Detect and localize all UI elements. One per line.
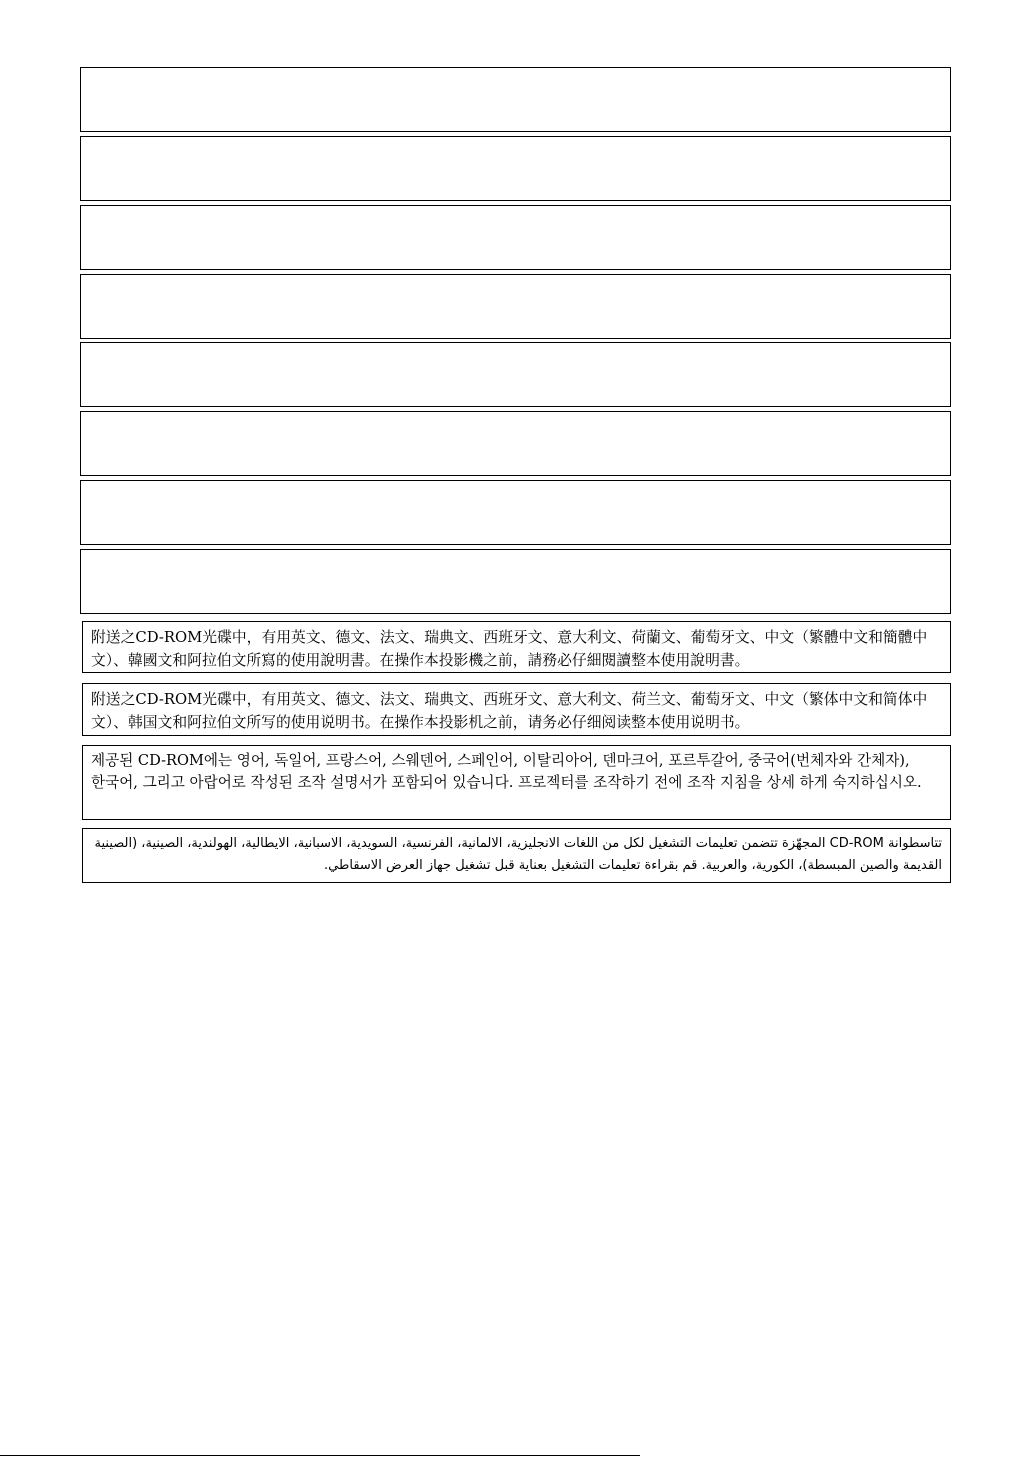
empty-box-6 (80, 411, 951, 476)
notice-box-korean (82, 745, 951, 820)
notice-box-simplified-chinese (82, 683, 951, 736)
notice-box-arabic (82, 828, 951, 883)
notice-text-arabic: تتاسطوانة CD-ROM المجهّزة تتضمن تعليمات التشغيل لكل من اللغات الانجليزية، الالمانية، الفرنسية، السويدية، الاسبانية، الايطالية، الهولندية، الصينية، (الصينية القديمة والصين المبسطة)، الكورية، والعربية. قم بقراءة تعليمات التشغيل بعناية قبل تشغيل جهاز العرض الاسقاطي. (94, 836, 942, 873)
notice-text-korean: 제공된 CD-ROM에는 영어, 독일어, 프랑스어, 스웨덴어, 스페인어, 이탈리아어, 덴마크어, 포르투갈어, 중국어(번체자와 간체자), 한국어, 그리고 아랍어로 작성된 조작 설명서가 포함되어 있습니다. 프로젝터를 조작하기 전에 조작 지침을 상세 하게 숙지하십시오. (91, 752, 922, 791)
notice-box-traditional-chinese (82, 621, 951, 673)
empty-box-1 (80, 67, 951, 132)
empty-box-3 (80, 205, 951, 270)
notice-text-simplified-chinese: 附送之CD-ROM光碟中，有用英文、德文、法文、瑞典文、西班牙文、意大利文、荷兰文、葡萄牙文、中文（繁体中文和简体中文）、韩国文和阿拉伯文所写的使用说明书。在操作本投影机之前，请务必仔细阅读整本使用说明书。 (91, 691, 928, 731)
empty-box-8 (80, 549, 951, 614)
empty-box-4 (80, 274, 951, 339)
empty-box-2 (80, 136, 951, 201)
empty-box-5 (80, 342, 951, 407)
empty-box-7 (80, 480, 951, 545)
footer-rule (0, 1455, 640, 1456)
notice-text-traditional-chinese: 附送之CD-ROM光碟中，有用英文、德文、法文、瑞典文、西班牙文、意大利文、荷蘭文、葡萄牙文、中文（繁體中文和簡體中文）、韓國文和阿拉伯文所寫的使用說明書。在操作本投影機之前，請務必仔細閱讀整本使用說明書。 (91, 629, 928, 669)
